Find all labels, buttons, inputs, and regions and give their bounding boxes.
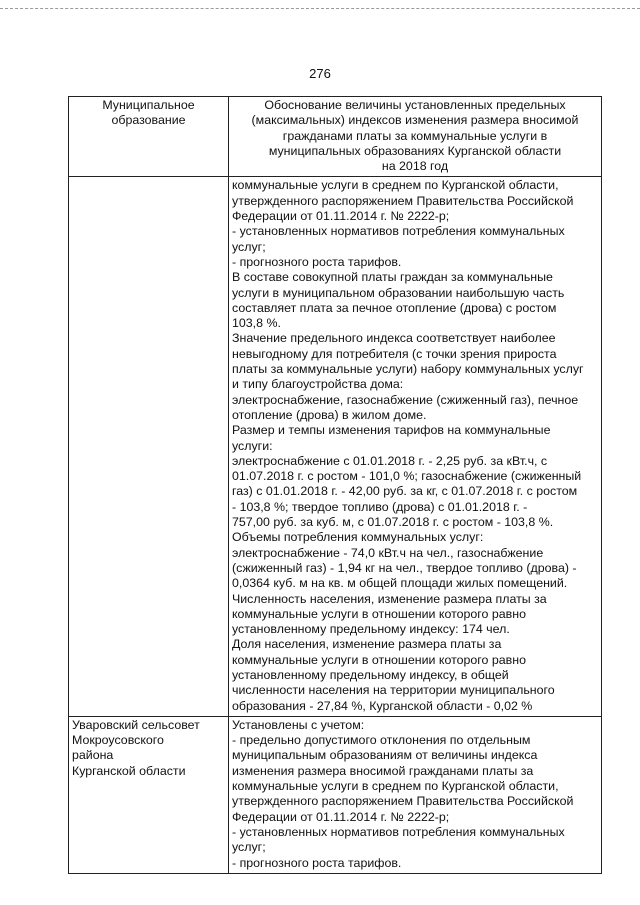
text-line: услуг;	[232, 239, 266, 254]
header-municipality-cell	[69, 97, 229, 177]
text-line: услуги:	[232, 438, 273, 453]
text-line: Доля населения, изменение размера платы за	[232, 637, 502, 652]
text-line: коммунальные услуги в отношении которого равно	[232, 652, 526, 667]
text-line: численности населения на территории муниципального	[232, 683, 555, 698]
text-line: В составе совокупной платы граждан за коммунальные	[232, 270, 553, 285]
tariff-table	[68, 96, 602, 874]
text-line: невыгодному для потребителя (с точки зрения прироста	[232, 346, 557, 361]
table-header-row	[69, 97, 602, 177]
table-row	[69, 177, 602, 716]
text-line: 103,8 %.	[232, 316, 281, 331]
text-line: электроснабжение, газоснабжение (сжиженный газ), печное	[232, 392, 579, 407]
text-line: 757,00 руб. за куб. м, с 01.07.2018 г. с ростом - 103,8 %.	[232, 515, 554, 530]
justification-cell	[229, 177, 602, 716]
text-line: коммунальные услуги в среднем по Курганской области,	[232, 779, 559, 794]
text-line: 01.07.2018 г. с ростом - 101,0 %; газоснабжение (сжиженный	[232, 469, 582, 484]
text-line: составляет плата за печное отопление (дрова) с ростом	[232, 300, 557, 315]
text-line: Уваровский сельсовет	[72, 717, 200, 732]
text-line: отопление (дрова) в жилом доме.	[232, 407, 427, 422]
text-line: (сжиженный газ) - 1,94 кг на чел., твердое топливо (дрова) -	[232, 560, 577, 575]
justification-text	[232, 178, 598, 713]
text-line: изменения размера вносимой гражданами платы за	[232, 763, 534, 778]
text-line: на 2018 год	[381, 159, 449, 174]
text-line: установленному предельному индексу: 174 чел.	[232, 622, 510, 637]
text-line: Размер и темпы изменения тарифов на коммунальные	[232, 423, 551, 438]
text-line: и типу благоустройства дома:	[232, 377, 404, 392]
text-line: Численность населения, изменение размера платы за	[232, 591, 547, 606]
text-line: - прогнозного роста тарифов.	[232, 254, 402, 269]
text-line: Обоснование величины установленных предельных	[264, 98, 566, 112]
text-line: Федерации от 01.11.2014 г. № 2222-р;	[232, 209, 450, 224]
text-line: - прогнозного роста тарифов.	[232, 855, 402, 870]
text-line: платы за коммунальные услуги) набору коммунальных услуг	[232, 362, 584, 377]
text-line: Федерации от 01.11.2014 г. № 2222-р;	[232, 809, 450, 824]
scan-artifact-line	[0, 8, 640, 9]
text-line: Установлены с учетом:	[232, 717, 365, 732]
text-line: 0,0364 куб. м на кв. м общей площади жилых помещений.	[232, 576, 568, 591]
justification-cell	[229, 716, 602, 873]
justification-text	[232, 718, 598, 871]
text-line: образование	[111, 113, 186, 128]
municipality-name	[72, 718, 225, 779]
municipality-cell	[69, 716, 229, 873]
text-line: образования - 27,84 %, Курганской области - 0,02 %	[232, 698, 533, 713]
page-number: 276	[309, 66, 331, 81]
text-line: коммунальные услуги в среднем по Курганской области,	[232, 178, 559, 193]
text-line: утвержденного распоряжением Правительства Российской	[232, 794, 574, 809]
text-line: услуги в муниципальном образовании наибольшую часть	[232, 285, 565, 300]
header-municipality	[72, 98, 225, 129]
text-line: установленному предельному индексу, в общей	[232, 667, 509, 682]
text-line: муниципальным образованиям от величины индекса	[232, 748, 538, 763]
text-line: коммунальные услуги в отношении которого равно	[232, 606, 526, 621]
header-justification-cell	[229, 97, 602, 177]
text-line: Курганской области	[72, 763, 186, 778]
text-line: Объемы потребления коммунальных услуг:	[232, 530, 484, 545]
text-line: Значение предельного индекса соответствует наиболее	[232, 331, 556, 346]
text-line: - предельно допустимого отклонения по отдельным	[232, 733, 531, 748]
text-line: муниципальных образованиях Курганской области	[268, 143, 562, 158]
text-line: газ) с 01.01.2018 г. - 42,00 руб. за кг, с 01.07.2018 г. с ростом	[232, 484, 578, 499]
text-line: Мокроусовского	[72, 733, 164, 748]
text-line: утвержденного распоряжением Правительства Российской	[232, 193, 574, 208]
text-line: (максимальных) индексов изменения размера вносимой	[251, 113, 579, 128]
text-line: района	[72, 748, 114, 763]
municipality-cell	[69, 177, 229, 716]
table-row	[69, 716, 602, 873]
text-line: - 103,8 %; твердое топливо (дрова) с 01.01.2018 г. -	[232, 499, 528, 514]
text-line: гражданами платы за коммунальные услуги в	[282, 128, 548, 143]
text-line: электроснабжение - 74,0 кВт.ч на чел., газоснабжение	[232, 545, 544, 560]
text-line: электроснабжение с 01.01.2018 г. - 2,25 руб. за кВт.ч, с	[232, 453, 548, 468]
text-line: услуг;	[232, 840, 266, 855]
header-justification	[232, 98, 598, 174]
text-line: Муниципальное	[102, 98, 195, 112]
text-line: - установленных нормативов потребления коммунальных	[232, 824, 565, 839]
text-line: - установленных нормативов потребления коммунальных	[232, 224, 565, 239]
